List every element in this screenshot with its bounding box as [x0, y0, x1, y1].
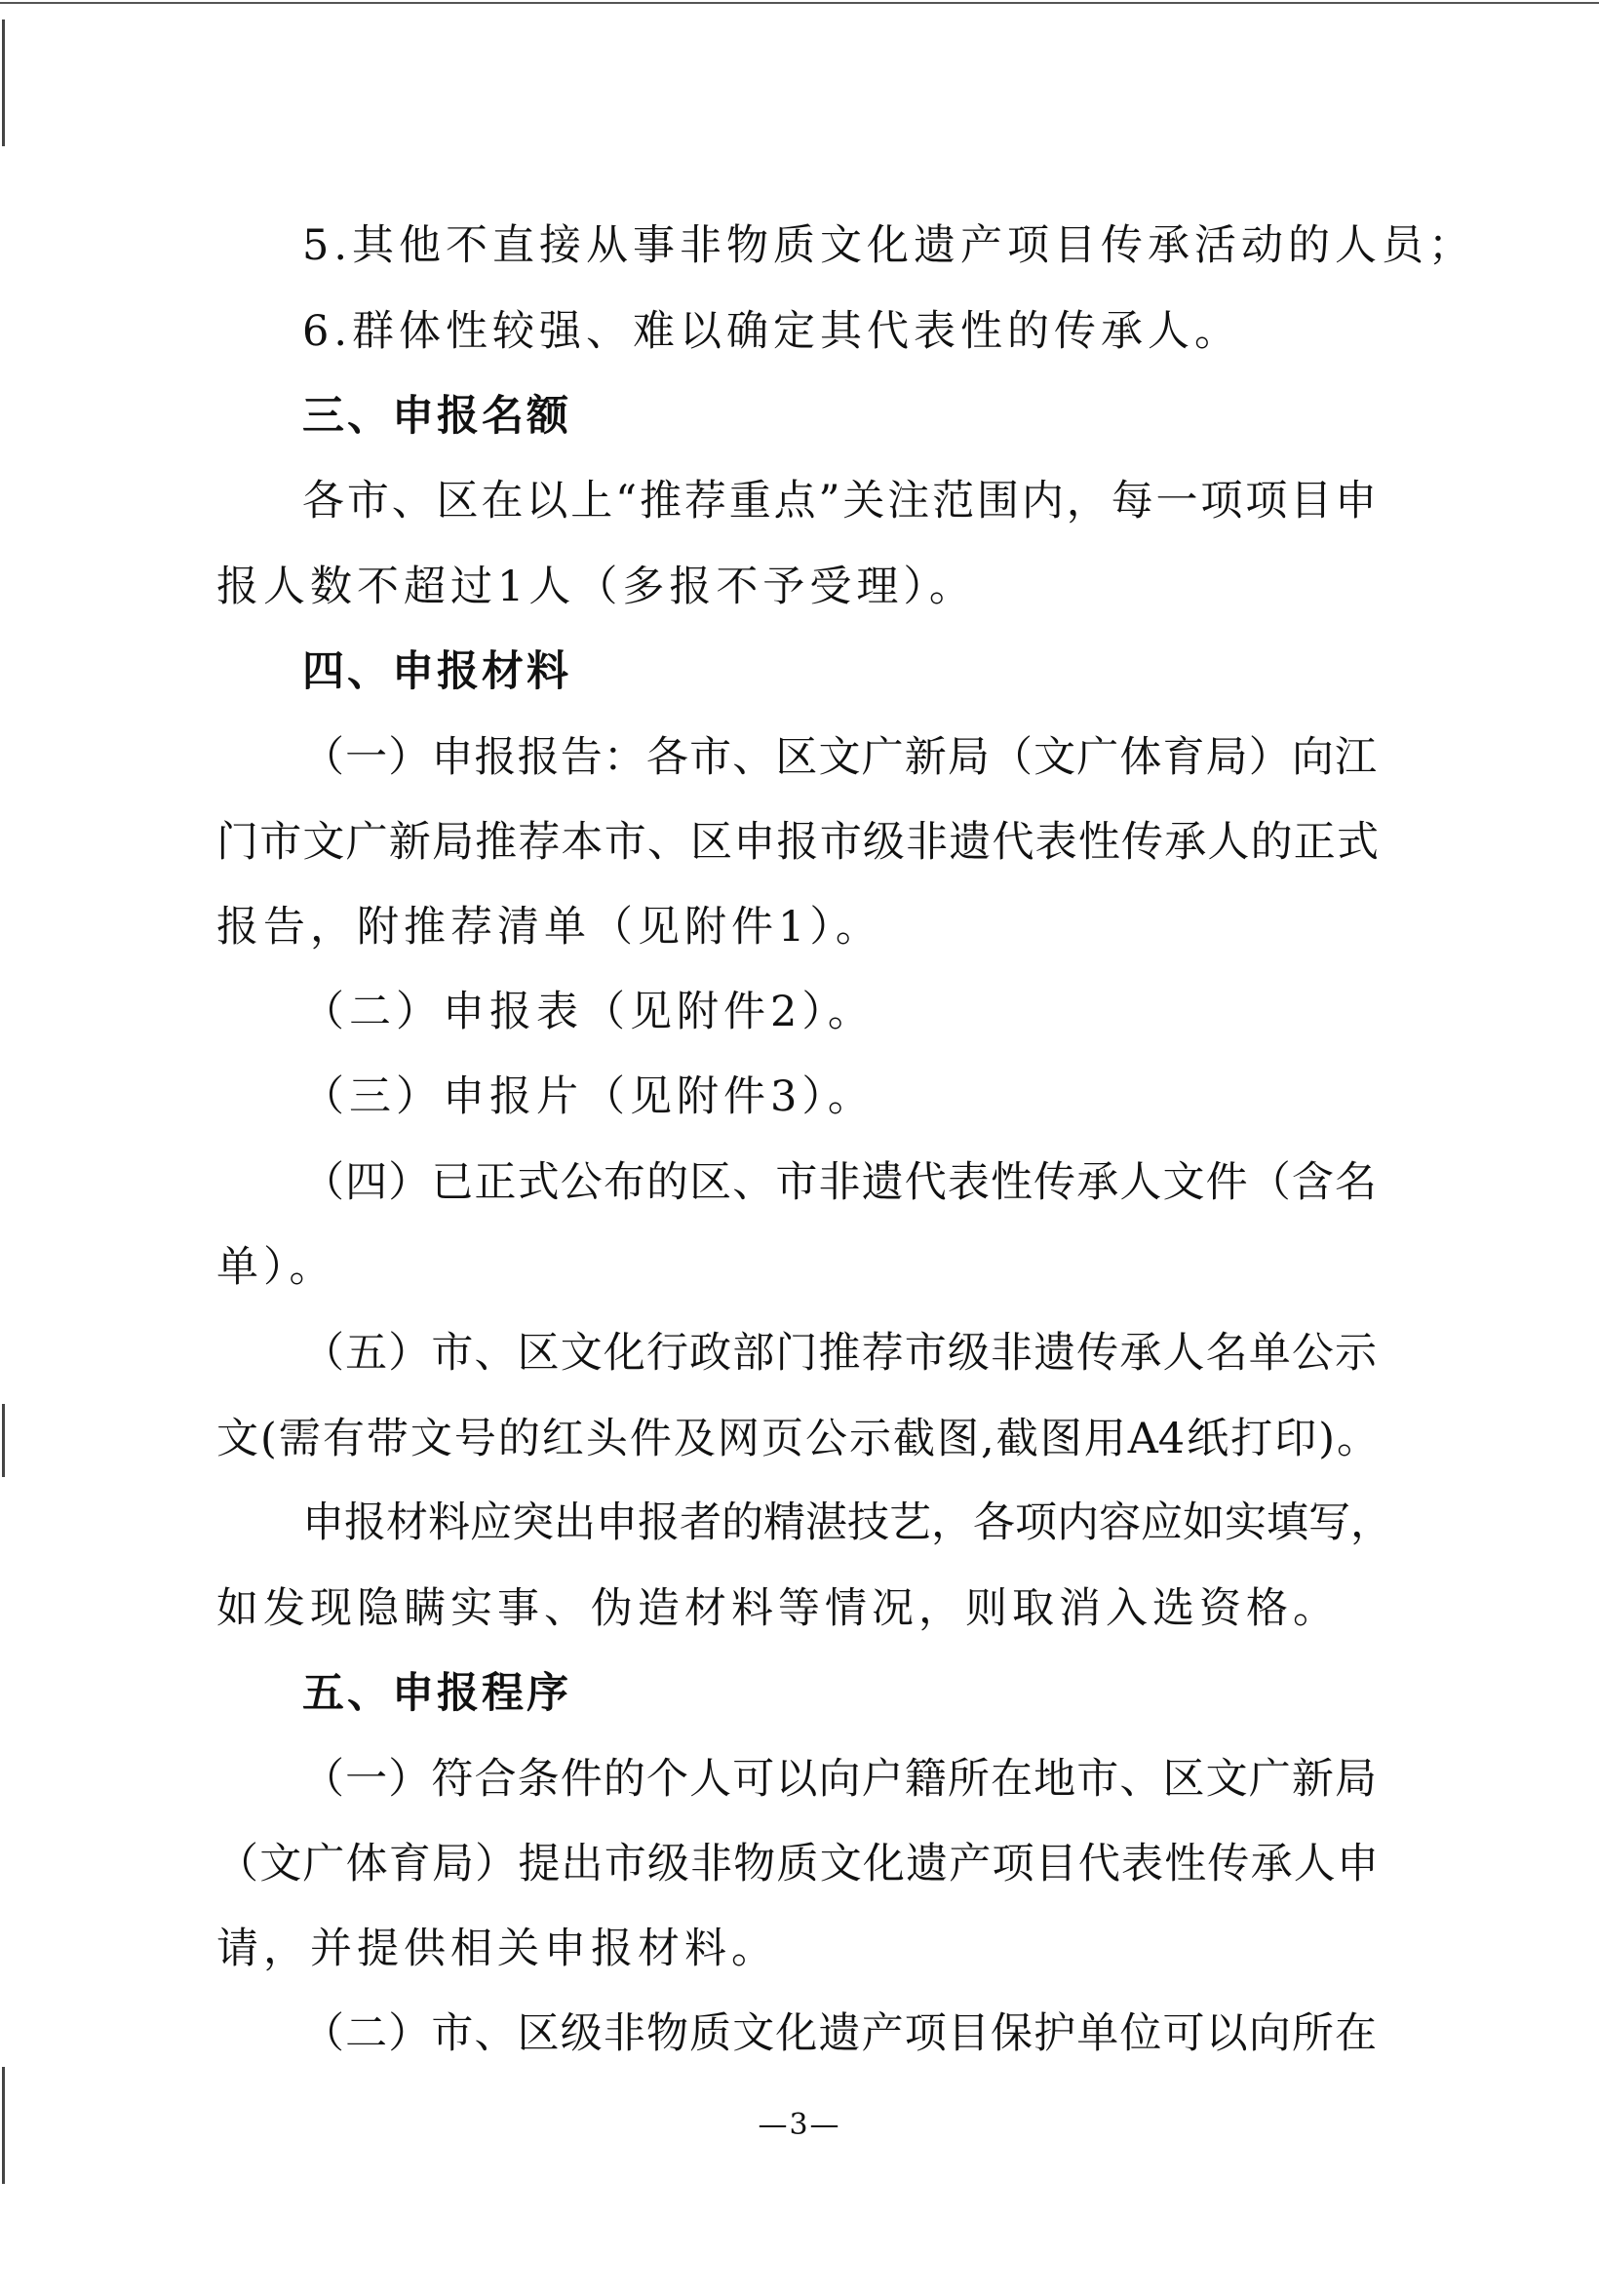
section-heading-materials: 四、申报材料	[302, 647, 571, 696]
body-line-quota-2: 报人数不超过1人（多报不予受理）。	[216, 563, 976, 611]
body-line-procedure-1c: 请，并提供相关申报材料。	[216, 1925, 778, 1973]
body-line-materials-2: （二）申报表（见附件2）。	[302, 988, 875, 1036]
section-heading-quota: 三、申报名额	[302, 392, 571, 441]
body-line-materials-note-b: 如发现隐瞒实事、伪造材料等情况，则取消入选资格。	[216, 1584, 1340, 1633]
body-line-quota-1: 各市、区在以上“推荐重点”关注范围内，每一项项目申	[302, 477, 1377, 525]
page-number: —3—	[758, 2108, 841, 2142]
body-line-materials-1b: 门市文广新局推荐本市、区申报市级非遗代表性传承人的正式	[216, 818, 1379, 867]
body-line-materials-5b: 文(需有带文号的红头件及网页公示截图,截图用A4纸打印)。	[216, 1415, 1379, 1463]
body-line-procedure-1a: （一）符合条件的个人可以向户籍所在地市、区文广新局	[302, 1755, 1377, 1804]
body-line-procedure-2a: （二）市、区级非物质文化遗产项目保护单位可以向所在	[302, 2009, 1377, 2058]
body-line-procedure-1b: （文广体育局）提出市级非物质文化遗产项目代表性传承人申	[216, 1840, 1379, 1888]
scan-left-mark-top	[2, 19, 5, 146]
body-line-materials-1c: 报告，附推荐清单（见附件1）。	[216, 903, 882, 952]
body-line-item-6: 6.群体性较强、难以确定其代表性的传承人。	[302, 307, 1242, 356]
scan-top-edge	[0, 2, 1599, 4]
body-line-materials-5a: （五）市、区文化行政部门推荐市级非遗传承人名单公示	[302, 1329, 1377, 1378]
body-line-materials-3: （三）申报片（见附件3）。	[302, 1072, 875, 1121]
section-heading-procedure: 五、申报程序	[302, 1669, 571, 1718]
body-line-materials-1a: （一）申报报告：各市、区文广新局（文广体育局）向江	[302, 733, 1377, 782]
scan-left-mark-middle	[2, 1404, 5, 1477]
body-line-materials-4b: 单）。	[216, 1243, 336, 1292]
body-line-materials-note-a: 申报材料应突出申报者的精湛技艺，各项内容应如实填写，	[302, 1498, 1392, 1547]
body-line-item-5: 5.其他不直接从事非物质文化遗产项目传承活动的人员；	[302, 221, 1476, 270]
body-line-materials-4a: （四）已正式公布的区、市非遗代表性传承人文件（含名	[302, 1158, 1377, 1207]
